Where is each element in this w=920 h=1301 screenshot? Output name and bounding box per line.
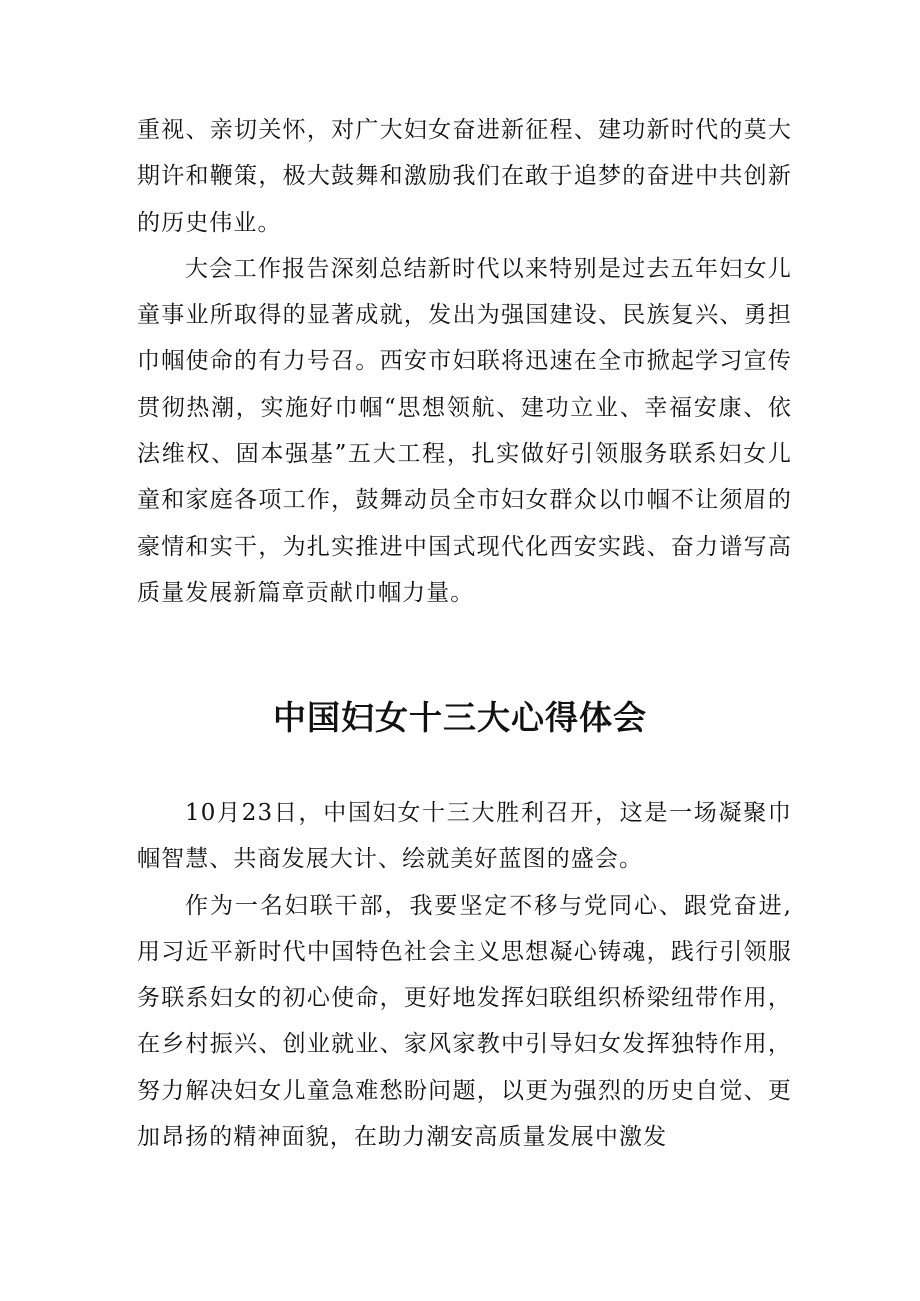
- article-body: [137, 790, 792, 1160]
- paragraph-opening: 10月23日，中国妇女十三大胜利召开，这是一场凝聚巾帼智慧、共商发展大计、绘就美好蓝图的盛会。: [137, 800, 792, 873]
- article-title: 中国妇女十三大心得体会: [273, 698, 647, 737]
- paragraph-continuation: 重视、亲切关怀，对广大妇女奋进新征程、建功新时代的莫大期许和鞭策，极大鼓舞和激励我们在敢于追梦的奋进中共创新的历史伟业。: [137, 117, 792, 236]
- paragraph-commitment: 作为一名妇联干部，我要坚定不移与党同心、跟党奋进,用习近平新时代中国特色社会主义思想凝心铸魂，践行引领服务联系妇女的初心使命，更好地发挥妇联组织桥梁纽带作用，在乡村振兴、创业就业、家风家教中引导妇女发挥独特作用，努力解决妇女儿童急难愁盼问题，以更为强烈的历史自觉、更加昂扬的精神面貌，在助力潮安高质量发展中激发: [137, 892, 792, 1151]
- previous-article-continuation: [137, 107, 792, 616]
- paragraph-work-report: 大会工作报告深刻总结新时代以来特别是过去五年妇女儿童事业所取得的显著成就，发出为强国建设、民族复兴、勇担巾帼使命的有力号召。西安市妇联将迅速在全市掀起学习宣传贯彻热潮，实施好巾帼“思想领航、建功立业、幸福安康、依法维权、固本强基”五大工程，扎实做好引领服务联系妇女儿童和家庭各项工作，鼓舞动员全市妇女群众以巾帼不让须眉的豪情和实干，为扎实推进中国式现代化西安实践、奋力谱写高质量发展新篇章贡献巾帼力量。: [137, 255, 792, 606]
